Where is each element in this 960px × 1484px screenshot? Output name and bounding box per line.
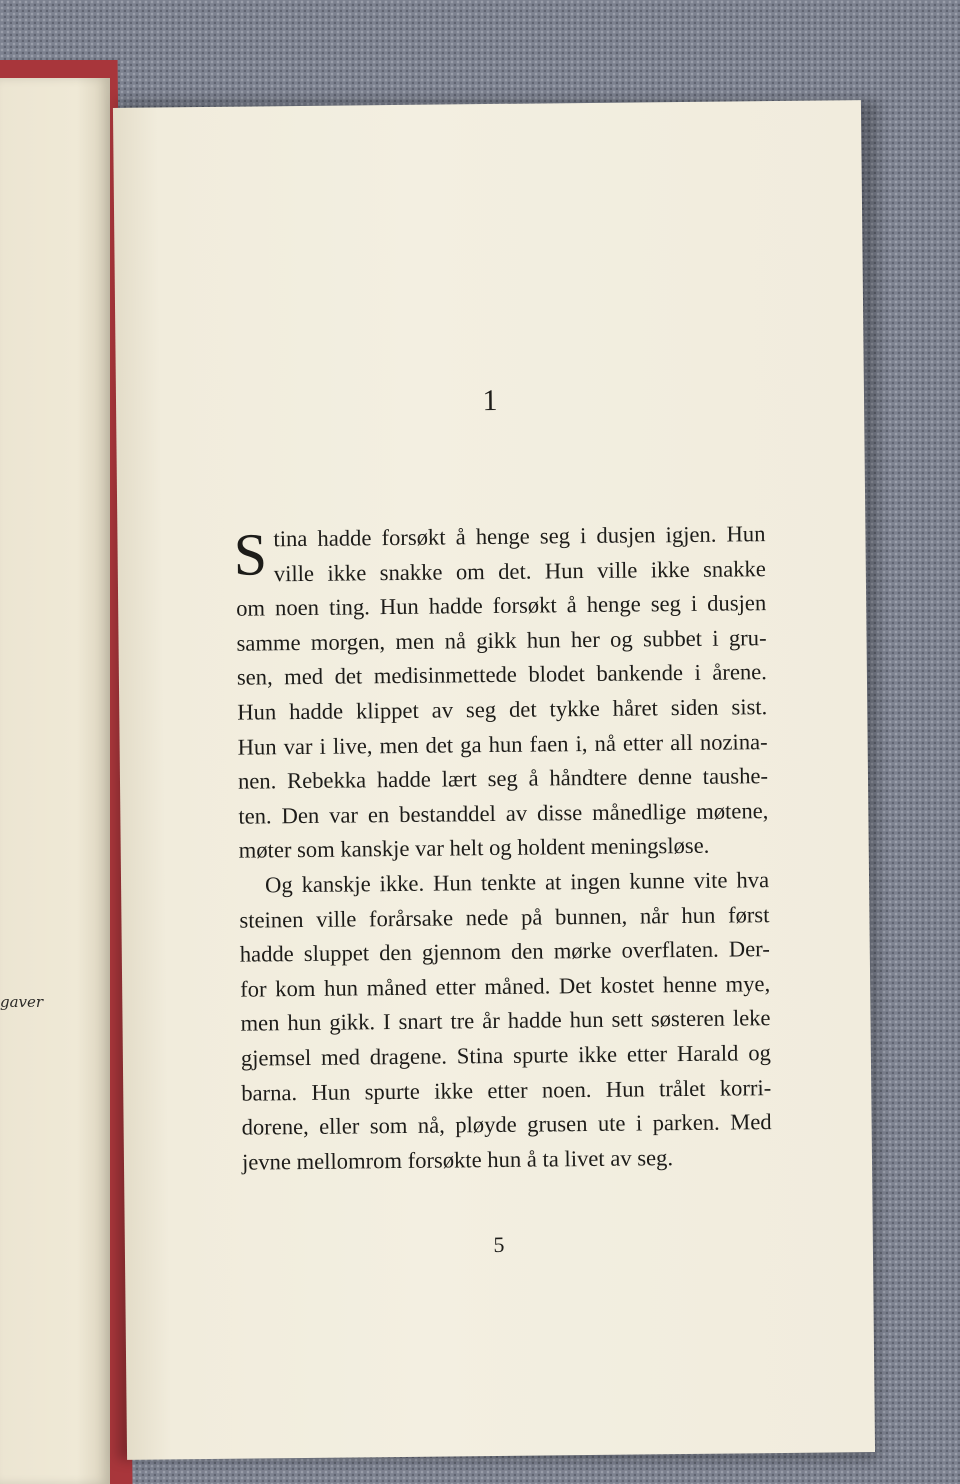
page-number: 5	[493, 1231, 505, 1258]
chapter-number: 1	[482, 383, 498, 418]
left-page-text-fragment: gaver	[0, 993, 44, 1011]
text-line: om noen ting. Hun hadde forsøkt å henge seg i dusjen	[236, 590, 767, 621]
text-line: barna. Hun spurte ikke etter noen. Hun trålet korri-	[241, 1074, 772, 1106]
text-line: ten. Den var en bestanddel av disse månedlige møtene,	[238, 797, 769, 829]
drop-cap: S	[233, 521, 268, 588]
text-line: Og kanskje ikke. Hun tenkte at ingen kunne vite hva	[264, 867, 770, 898]
text-line: steinen ville forårsake nede på bunnen, når hun først	[239, 901, 770, 933]
text-line: sen, med det medisinmettede blodet bankende i årene.	[236, 659, 768, 691]
text-line: nen. Rebekka hadde lært seg å håndtere denne taushe-	[237, 763, 769, 794]
text-line: tina hadde forsøkt å henge seg i dusjen igjen. Hun	[273, 521, 766, 552]
paragraph-1	[235, 517, 769, 868]
text-line: men hun gikk. I snart tre år hadde hun sett søsteren leke	[240, 1005, 771, 1036]
chapter-body-text	[235, 517, 772, 1180]
text-line: hadde sluppet den gjennom den mørke overflaten. Der-	[239, 936, 770, 967]
text-line: jevne mellomrom forsøkte hun å ta livet av seg.	[241, 1144, 674, 1175]
right-page	[113, 100, 875, 1460]
text-line: Hun var i live, men det ga hun faen i, nå etter all nozina-	[237, 728, 768, 760]
left-page	[0, 78, 110, 1484]
text-line: Hun hadde klippet av seg det tykke håret siden sist.	[237, 694, 768, 725]
text-line: samme morgen, men nå gikk hun her og subbet i gru-	[236, 624, 767, 656]
paragraph-2	[239, 863, 772, 1180]
text-line: ville ikke snakke om det. Hun ville ikke snakke	[273, 555, 766, 586]
text-line: gjemsel med dragene. Stina spurte ikke etter Harald og	[240, 1040, 771, 1071]
text-line: for kom hun måned etter måned. Det kostet henne mye,	[240, 970, 771, 1002]
text-line: dorene, eller som nå, pløyde grusen ute i parken. Med	[241, 1109, 772, 1140]
text-line: møter som kanskje var helt og holdent meningsløse.	[238, 833, 710, 864]
